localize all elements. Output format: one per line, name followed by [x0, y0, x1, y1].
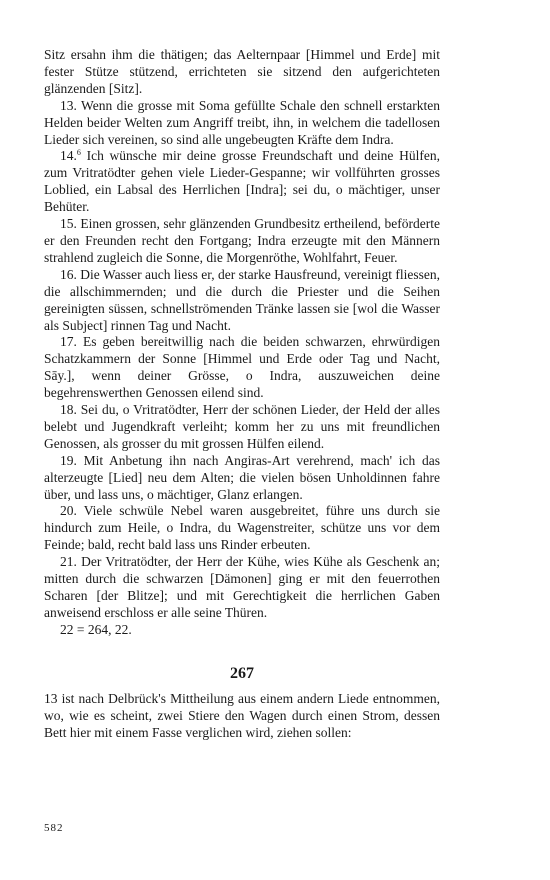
- section-intro: 13 ist nach Delbrück's Mittheilung aus einem andern Liede entnommen, wo, wie es scheint, zwei Stiere den Wagen durch einen Strom, dessen Bett hier mit einem Fasse verglichen wird, ziehen sollen:: [44, 690, 440, 740]
- page-body: [44, 47, 440, 741]
- section-heading: 267: [230, 664, 254, 682]
- verse-18: 18. Sei du, o Vritratödter, Herr der schönen Lieder, der Held der alles belebt und Jugendkraft verleiht; komm her zu uns mit freundlichen Genossen, als grosser du mit grossen Hülfen eilend.: [44, 402, 440, 451]
- verse-14-number: 14.: [60, 148, 77, 164]
- verse-16: 16. Die Wasser auch liess er, der starke Hausfreund, vereinigt fliessen, die allschimmernden; und die durch die Priester und die Seihen gereinigten süssen, schnellströmenden Tränke lassen sie [wol die Wasser als Subject] rinnen Tag und Nacht.: [44, 266, 440, 333]
- verse-15: 15. Einen grossen, sehr glänzenden Grundbesitz ertheilend, beförderte er den Freunden recht den Fortgang; Indra erzeugte mit den Männern strahlend zugleich die Sonne, die Morgenröthe, Wohlfahrt, Feuer.: [44, 216, 440, 265]
- verse-19: 19. Mit Anbetung ihn nach Angiras-Art verehrend, mach' ich das alterzeugte [Lied] neu dem Alten; die vielen bösen Unholdinnen fahre über, und lass uns, o mächtiger, Glanz erlangen.: [44, 452, 440, 502]
- verse-22: 22 = 264, 22.: [60, 621, 132, 637]
- footnote-marker: 6: [76, 148, 81, 158]
- verse-20: 20. Viele schwüle Nebel waren ausgebreitet, führe uns durch sie hindurch zum Heile, o Indra, du Wagenstreiter, schütze uns vor dem Feinde; bald, recht bald lass uns Rinder erbeuten.: [44, 503, 440, 553]
- paragraph-continuation: Sitz ersahn ihm die thätigen; das Aelternpaar [Himmel und Erde] mit fester Stütze stützend, errichteten sie sitzend den aufgerichteten glänzenden [Sitz].: [44, 47, 440, 96]
- verse-14-text: Ich wünsche mir deine grosse Freundschaft und deine Hülfen, zum Vritratödter gehen viele Lieder-Gespanne; wir vollführten grosses Loblied, ein Labsal des Herrlichen [Indra]; sei du, o mächtiger, unser Behüter.: [44, 148, 440, 215]
- verse-21: 21. Der Vritratödter, der Herr der Kühe, wies Kühe als Geschenk an; mitten durch die schwarzen [Dämonen] ging er mit den feuerrothen Scharen [der Blitze]; und mit Gerechtigkeit die herrlichen Gaben anweisend erschloss er alle seine Thüren.: [44, 554, 440, 620]
- verse-13: 13. Wenn die grosse mit Soma gefüllte Schale den schnell erstarkten Helden beider Welten zum Angriff treibt, ihn, in welchem die tadellosen Lieder sich vereinen, so sind alle ungebeugten Kräfte dem Indra.: [44, 97, 440, 147]
- page-number: 582: [44, 822, 64, 834]
- verse-14: [44, 148, 440, 216]
- verse-17: 17. Es geben bereitwillig nach die beiden schwarzen, ehrwürdigen Schatzkammern der Sonne [Himmel und Erde oder Tag und Nacht, Sāy.], wenn deiner Grösse, o Indra, auszuweichen deine begehrenswerthen Genossen eilend sind.: [44, 334, 440, 401]
